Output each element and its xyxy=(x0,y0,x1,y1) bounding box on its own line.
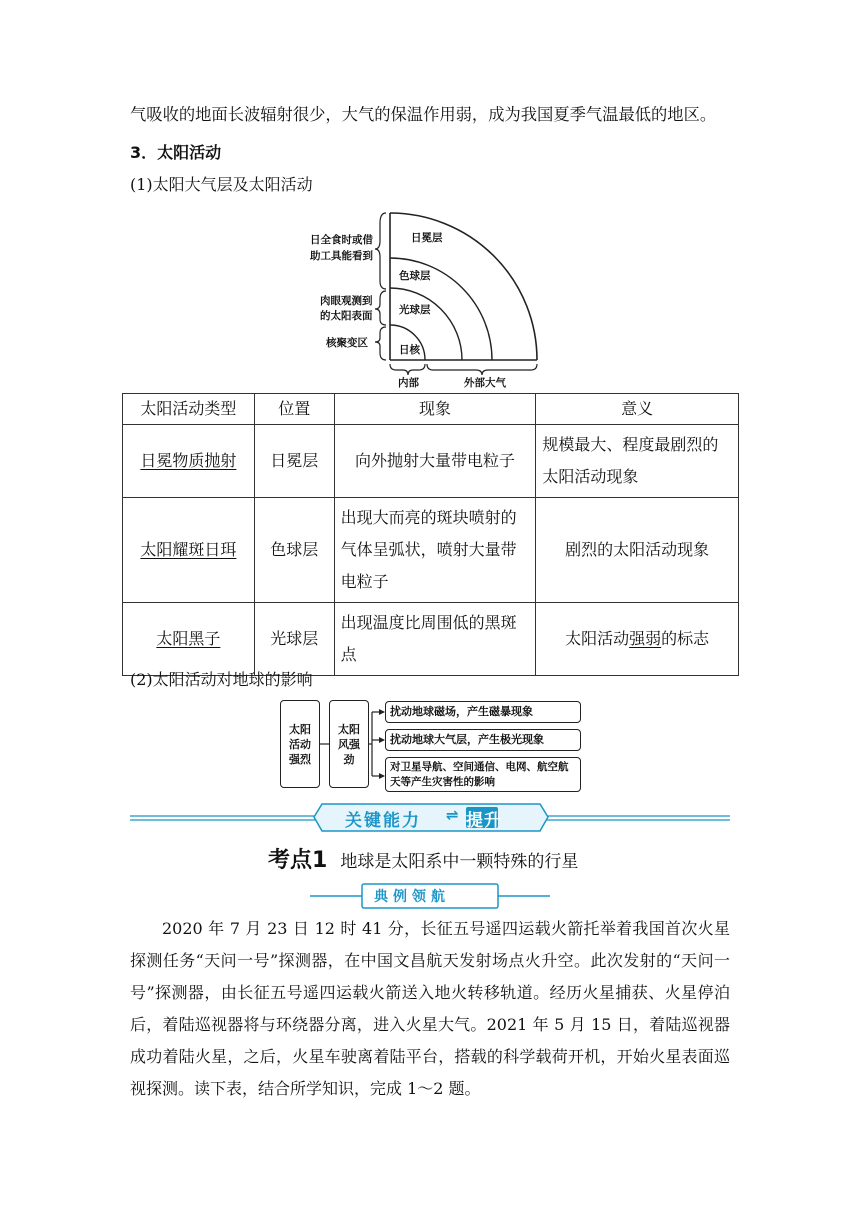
header-type: 太阳活动类型 xyxy=(123,394,255,425)
table-row xyxy=(123,425,739,498)
cell-position: 色球层 xyxy=(254,498,334,603)
meaning-prefix: 太阳活动 xyxy=(565,629,630,648)
cell-type: 太阳黑子 xyxy=(156,629,221,648)
subheading-earth-impact: (2)太阳活动对地球的影响 xyxy=(130,670,313,689)
box-strong-activity xyxy=(280,700,320,788)
lead-label: 典例领航 xyxy=(374,889,450,905)
cell-meaning: 剧烈的太阳活动现象 xyxy=(536,498,739,603)
bottom-label-outer: 外部大气 xyxy=(464,377,506,389)
connector-arrows xyxy=(320,700,386,790)
meaning-suffix: 的标志 xyxy=(661,629,710,648)
banner-arrow-icon: ⇌ xyxy=(446,806,459,824)
cell-meaning: 规模最大、程度最剧烈的太阳活动现象 xyxy=(536,425,739,498)
cell-position: 光球层 xyxy=(254,603,334,676)
banner-decoration xyxy=(120,800,740,834)
sun-layers-diagram xyxy=(300,205,560,390)
brace-outer xyxy=(427,364,537,375)
layer-label-corona: 日冕层 xyxy=(411,232,443,244)
brace-eclipse xyxy=(375,213,386,289)
layer-label-photosphere: 光球层 xyxy=(399,304,431,316)
brace-core xyxy=(375,327,386,360)
subheading-sun-atmosphere: (1)太阳大气层及太阳活动 xyxy=(130,175,313,194)
cell-phenomenon: 出现温度比周围低的黑斑点 xyxy=(334,603,536,676)
intro-line: 气吸收的地面长波辐射很少，大气的保温作用弱，成为我国夏季气温最低的地区。 xyxy=(130,105,717,124)
header-phenomenon: 现象 xyxy=(334,394,536,425)
box-strong-activity-label: 太阳活动强烈 xyxy=(289,722,311,766)
brace-inner xyxy=(390,364,425,375)
solar-activity-table xyxy=(122,393,739,676)
table-row xyxy=(123,603,739,676)
layer-label-core: 日核 xyxy=(399,344,420,356)
effect-aurora: 扰动地球大气层，产生极光现象 xyxy=(385,729,581,751)
brace-label-naked-1: 肉眼观测到 xyxy=(320,295,373,307)
brace-naked-eye xyxy=(375,291,386,325)
brace-label-eclipse-2: 助工具能看到 xyxy=(310,250,373,262)
meaning-underlined: 强弱 xyxy=(629,629,662,648)
brace-label-eclipse-1: 日全食时或借 xyxy=(310,234,373,246)
bottom-label-inner: 内部 xyxy=(398,377,419,389)
topic-label: 考点1 xyxy=(268,848,328,873)
cell-phenomenon: 向外抛射大量带电粒子 xyxy=(334,425,536,498)
cell-type: 太阳耀斑日珥 xyxy=(140,540,237,559)
section-heading: 3．太阳活动 xyxy=(130,143,222,162)
cell-phenomenon: 出现大而亮的斑块喷射的气体呈弧状，喷射大量带电粒子 xyxy=(334,498,536,603)
brace-label-naked-2: 的太阳表面 xyxy=(320,310,373,322)
banner-title: 关键能力 xyxy=(345,811,421,831)
cell-position: 日冕层 xyxy=(254,425,334,498)
banner-title-highlight: 提升 xyxy=(466,811,502,831)
header-meaning: 意义 xyxy=(536,394,739,425)
topic-title: 地球是太阳系中一颗特殊的行星 xyxy=(340,852,579,872)
topic-heading xyxy=(268,843,578,874)
cell-meaning xyxy=(536,603,739,676)
question-passage: 2020 年 7 月 23 日 12 时 41 分，长征五号遥四运载火箭托举着我国首次火星探测任务“天问一号”探测器，在中国文昌航天发射场点火升空。此次发射的“天问一号”探测器，由长征五号遥四运载火箭送入地火转移轨道。经历火星捕获、火星停泊后，着陆巡视器将与环绕器分离，进入火星大气。2021 年 5 月 15 日，着陆巡视器成功着陆火星，之后，火星车驶离着陆平台，搭载的科学载荷开机，开始火星表面巡视探测。读下表，结合所学知识，完成 1～2 题。 xyxy=(130,919,730,1098)
effect-magnetic-storm: 扰动地球磁场，产生磁暴现象 xyxy=(385,701,581,723)
layer-label-chromosphere: 色球层 xyxy=(399,270,431,282)
table-row xyxy=(123,498,739,603)
table-header-row xyxy=(123,394,739,425)
box-solar-wind-label: 太阳风强劲 xyxy=(338,722,360,766)
effect-infrastructure: 对卫星导航、空间通信、电网、航空航天等产生灾害性的影响 xyxy=(385,757,581,792)
header-position: 位置 xyxy=(254,394,334,425)
brace-label-core: 核聚变区 xyxy=(326,337,368,349)
cell-type: 日冕物质抛射 xyxy=(140,451,237,470)
